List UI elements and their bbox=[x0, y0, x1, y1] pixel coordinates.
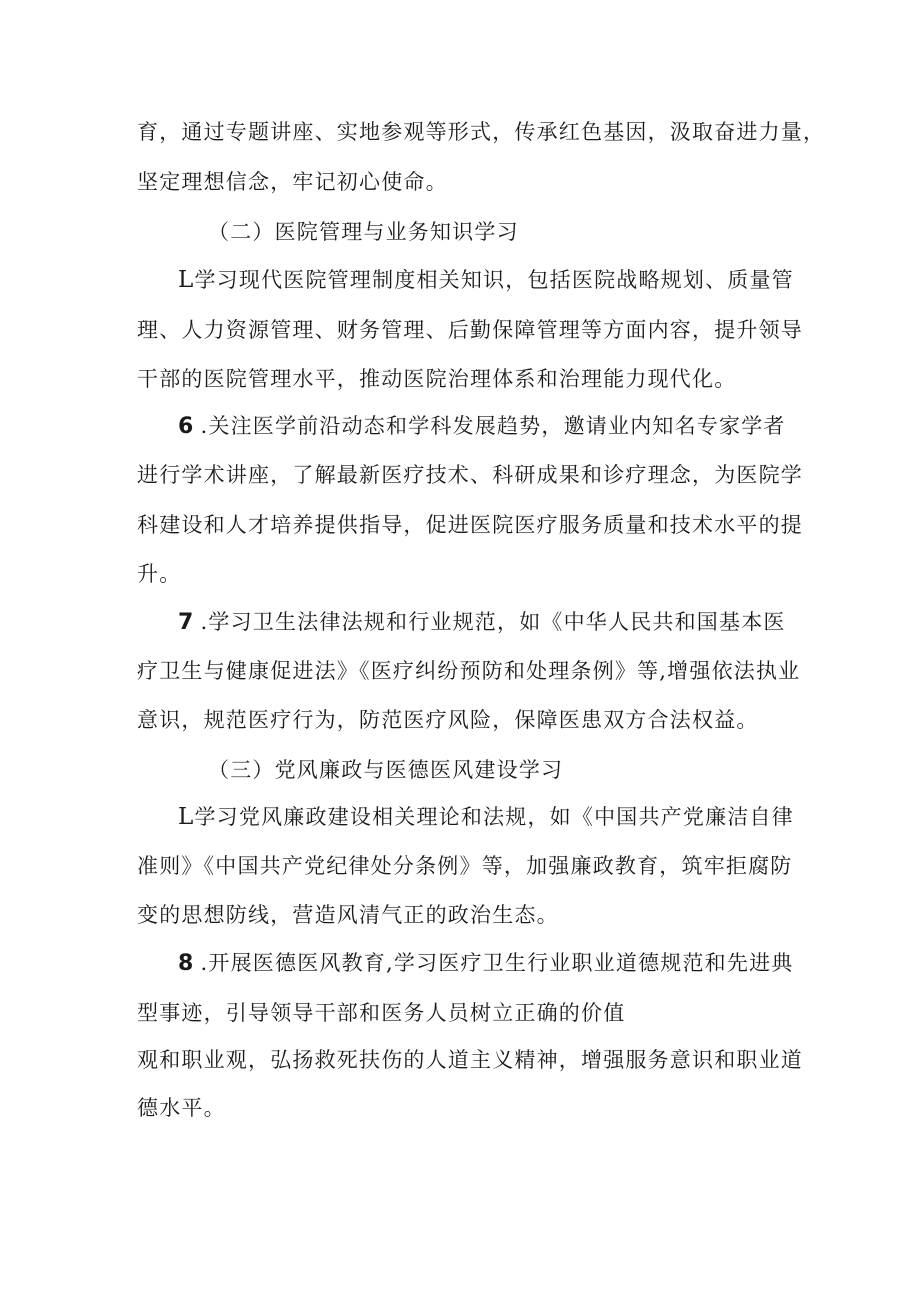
body-text-line bbox=[178, 406, 838, 446]
body-text-line: 干部的医院管理水平，推动医院治理体系和治理能力现代化。 bbox=[137, 367, 737, 391]
body-text-line: 准则》《中国共产党纪律处分条例》等，加强廉政教育，筑牢拒腐防 bbox=[137, 854, 793, 878]
body-text: 学习现代医院管理制度相关知识，包括医院战略规划、质量管 bbox=[194, 268, 794, 292]
body-text-line: 升。 bbox=[137, 562, 182, 586]
body-text-line: 进行学术讲座，了解最新医疗技术、科研成果和诊疗理念，为医院学 bbox=[137, 463, 803, 487]
list-number: 8 bbox=[178, 951, 195, 976]
section-heading: （三）党风廉政与医德医风建设学习 bbox=[208, 758, 564, 782]
body-text-line bbox=[178, 943, 838, 983]
body-text-line bbox=[178, 602, 838, 642]
body-text-line: 坚定理想信念，牢记初心使命。 bbox=[137, 170, 448, 194]
list-number: 7 bbox=[178, 610, 195, 635]
list-marker: L bbox=[178, 267, 195, 293]
body-text-line: 育，通过专题讲座、实地参观等形式，传承红色基因，汲取奋进力量， bbox=[137, 120, 826, 144]
body-text: 学习党风廉政建设相关理论和法规，如《中国共产党廉洁自律 bbox=[194, 805, 794, 829]
list-number: 6 bbox=[178, 414, 195, 439]
body-text: .学习卫生法律法规和行业规范，如《中华人民共和国基本医 bbox=[200, 610, 786, 634]
body-text-line: 意识，规范医疗行为，防范医疗风险，保障医患双方合法权益。 bbox=[137, 708, 759, 732]
body-text-line bbox=[178, 797, 838, 837]
body-text-line: 疗卫生与健康促进法》《医疗纠纷预防和处理条例》等,增强依法执业 bbox=[137, 659, 801, 683]
body-text-line: 科建设和人才培养提供指导，促进医院医疗服务质量和技术水平的提 bbox=[137, 513, 803, 537]
list-marker: L bbox=[178, 804, 195, 830]
body-text-line: 理、人力资源管理、财务管理、后勤保障管理等方面内容，提升领导 bbox=[137, 318, 803, 342]
body-text-line: 观和职业观，弘扬救死扶伤的人道主义精神，增强服务意识和职业道 bbox=[137, 1048, 803, 1072]
body-text: .开展医德医风教育,学习医疗卫生行业职业道德规范和先进典 bbox=[200, 951, 794, 975]
body-text-line: 德水平。 bbox=[137, 1096, 226, 1120]
body-text-line: 变的思想防线，营造风清气正的政治生态。 bbox=[137, 903, 559, 927]
section-heading: （二）医院管理与业务知识学习 bbox=[208, 220, 519, 244]
body-text-line: 型事迹，引导领导干部和医务人员树立正确的价值 bbox=[137, 1001, 626, 1025]
body-text: .关注医学前沿动态和学科发展趋势，邀请业内知名专家学者 bbox=[200, 414, 786, 438]
body-text-line bbox=[178, 260, 838, 300]
